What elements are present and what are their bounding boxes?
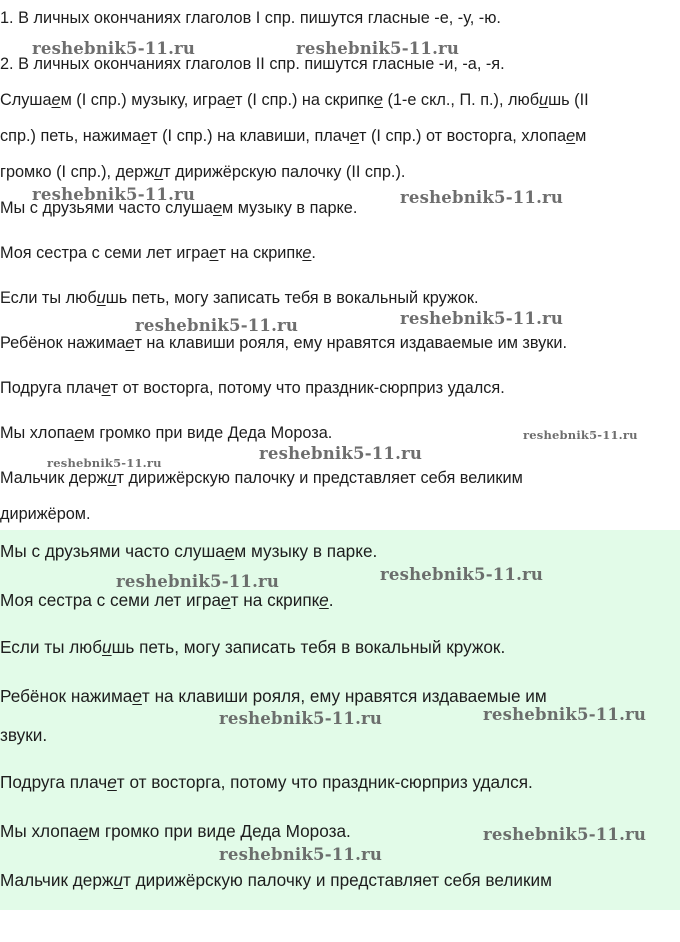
sentence-line [0, 504, 91, 524]
text-segment: м (I спр.) музыку, игра [60, 91, 226, 109]
text-segment: т (I спр.) на скрипк [235, 91, 374, 109]
paragraph-line [0, 126, 586, 146]
text-segment: т на клавиши рояля, ему нравятся издаваемые им [141, 686, 547, 706]
text-segment: Мальчик держ [0, 469, 108, 487]
text-segment: шь (II [548, 91, 589, 109]
watermark: reshebnik5-11.ru [296, 39, 460, 58]
sentence-line [0, 423, 332, 443]
text-segment: м громко при виде Деда Мороза. [83, 424, 333, 442]
ending-vowel-mark: е [141, 127, 151, 145]
text-segment: . [311, 244, 316, 262]
ending-vowel-mark: е [373, 91, 383, 109]
watermark: reshebnik5-11.ru [47, 456, 162, 470]
ending-vowel-mark: е [101, 379, 111, 397]
text-segment: т на клавиши рояля, ему нравятся издаваемые им звуки. [134, 334, 568, 352]
watermark: reshebnik5-11.ru [400, 309, 564, 328]
answer-sentence-line [0, 590, 334, 610]
ending-vowel-mark: и [96, 289, 106, 307]
text-segment: Мы хлопа [0, 424, 75, 442]
sentence-line [0, 288, 479, 308]
watermark: reshebnik5-11.ru [523, 428, 638, 442]
ending-vowel-mark: е [224, 541, 235, 561]
ending-vowel-mark: е [209, 244, 219, 262]
watermark: reshebnik5-11.ru [400, 188, 564, 207]
sentence-line [0, 378, 505, 398]
ending-vowel-mark: е [51, 91, 61, 109]
watermark: reshebnik5-11.ru [483, 825, 647, 844]
text-segment: Слуша [0, 91, 52, 109]
watermark: reshebnik5-11.ru [116, 572, 280, 591]
paragraph-line [0, 90, 589, 110]
ending-vowel-mark: е [78, 821, 89, 841]
ending-vowel-mark: е [221, 590, 231, 610]
ending-vowel-mark: е [302, 244, 312, 262]
sentence-line [0, 468, 523, 488]
text-segment: (1-е скл., П. п.), люб [382, 91, 540, 109]
ending-vowel-mark: е [225, 91, 235, 109]
text-segment: Моя сестра с семи лет игра [0, 590, 222, 610]
text-segment: Моя сестра с семи лет игра [0, 244, 210, 262]
answer-sentence-line [0, 541, 377, 561]
watermark: reshebnik5-11.ru [259, 444, 423, 463]
text-segment: Подруга плач [0, 772, 108, 792]
text-segment: т (I спр.) от восторга, хлопа [359, 127, 567, 145]
watermark: reshebnik5-11.ru [219, 709, 383, 728]
ending-vowel-mark: и [102, 637, 112, 657]
watermark: reshebnik5-11.ru [135, 316, 299, 335]
answer-sentence-line [0, 870, 552, 890]
text-segment: Мы с друзьями часто слуша [0, 199, 213, 217]
text-segment: Ребёнок нажима [0, 334, 126, 352]
text-segment: Мы с друзьями часто слуша [0, 541, 225, 561]
answer-sentence-line [0, 772, 533, 792]
sentence-line [0, 243, 316, 263]
text-segment: Мы хлопа [0, 821, 79, 841]
text-segment: громко (I спр.), держ [0, 163, 155, 181]
rule-line-2: 2. В личных окончаниях глаголов II спр. пишутся гласные -и, -а, -я. [0, 55, 505, 73]
ending-vowel-mark: е [349, 127, 360, 145]
text-segment: т дирижёрскую палочку (II спр.). [163, 163, 406, 181]
ending-vowel-mark: е [319, 590, 329, 610]
ending-vowel-mark: и [107, 469, 117, 487]
text-segment: Если ты люб [0, 289, 97, 307]
text-segment: . [328, 590, 334, 610]
watermark: reshebnik5-11.ru [32, 39, 196, 58]
text-segment: т на скрипк [230, 590, 320, 610]
ending-vowel-mark: е [74, 424, 84, 442]
ending-vowel-mark: и [113, 870, 123, 890]
text-segment: шь петь, могу записать тебя в вокальный кружок. [105, 289, 479, 307]
text-segment: шь петь, могу записать тебя в вокальный кружок. [111, 637, 506, 657]
text-segment: т дирижёрскую палочку и представляет себя великим [122, 870, 552, 890]
watermark: reshebnik5-11.ru [219, 845, 383, 864]
answer-sentence-line [0, 821, 351, 841]
text-segment: т на скрипк [218, 244, 303, 262]
ending-vowel-mark: е [212, 199, 223, 217]
ending-vowel-mark: е [132, 686, 142, 706]
sentence-line [0, 333, 567, 353]
answer-sentence-line [0, 637, 505, 657]
text-segment: спр.) петь, нажима [0, 127, 142, 145]
text-segment: м музыку в парке. [222, 199, 358, 217]
ending-vowel-mark: и [539, 91, 549, 109]
paragraph-line [0, 162, 405, 182]
text-segment: м [575, 127, 587, 145]
text-segment: Ребёнок нажима [0, 686, 133, 706]
watermark: reshebnik5-11.ru [483, 705, 647, 724]
rule-line-1: 1. В личных окончаниях глаголов I спр. пишутся гласные -е, -у, -ю. [0, 9, 501, 27]
text-segment: т (I спр.) на клавиши, плач [150, 127, 350, 145]
answer-sentence-line [0, 725, 47, 745]
text-segment: Подруга плач [0, 379, 102, 397]
text-segment: Мальчик держ [0, 870, 114, 890]
answer-sentence-line [0, 686, 547, 706]
ending-vowel-mark: и [154, 163, 164, 181]
ending-vowel-mark: е [125, 334, 135, 352]
text-segment: т от восторга, потому что праздник-сюрприз удался. [116, 772, 533, 792]
text-segment: м громко при виде Деда Мороза. [88, 821, 351, 841]
watermark: reshebnik5-11.ru [380, 565, 544, 584]
text-segment: дирижёром. [0, 505, 91, 523]
text-segment: Если ты люб [0, 637, 103, 657]
text-segment: звуки. [0, 725, 48, 745]
text-segment: т дирижёрскую палочку и представляет себя великим [116, 469, 523, 487]
text-segment: т от восторга, потому что праздник-сюрприз удался. [110, 379, 505, 397]
ending-vowel-mark: е [566, 127, 576, 145]
text-segment: м музыку в парке. [234, 541, 378, 561]
ending-vowel-mark: е [107, 772, 117, 792]
watermark: reshebnik5-11.ru [32, 185, 196, 204]
